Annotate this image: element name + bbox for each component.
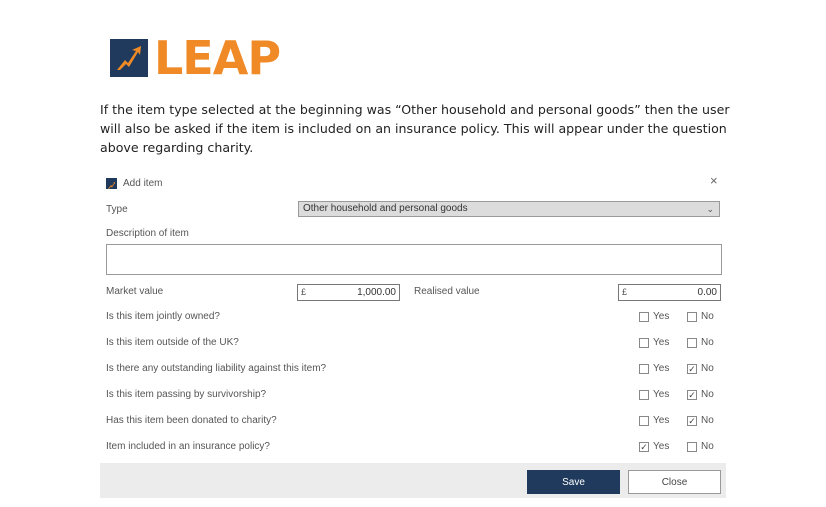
close-button[interactable]: Close <box>628 470 721 494</box>
yes-checkbox[interactable] <box>639 312 649 322</box>
no-checkbox[interactable] <box>687 338 697 348</box>
yes-label: Yes <box>653 363 670 374</box>
no-checkbox[interactable]: ✓ <box>688 415 696 426</box>
question-row <box>106 389 722 405</box>
question-text: Item included in an insurance policy? <box>106 441 270 452</box>
no-option[interactable] <box>687 363 714 374</box>
yes-checkbox[interactable] <box>639 390 649 400</box>
description-label: Description of item <box>106 228 189 239</box>
type-select-value: Other household and personal goods <box>303 203 468 214</box>
no-option[interactable] <box>687 441 714 452</box>
yes-option[interactable] <box>639 363 669 374</box>
realised-value-amount: 0.00 <box>697 287 717 298</box>
logo-wordmark: LEAP <box>154 31 281 85</box>
dialog-header <box>106 176 162 190</box>
market-value-amount: 1,000.00 <box>357 287 396 298</box>
no-option[interactable] <box>687 311 714 322</box>
no-checkbox[interactable] <box>687 442 697 452</box>
yes-label: Yes <box>653 415 670 426</box>
yes-option[interactable] <box>639 311 669 322</box>
no-option[interactable] <box>687 415 714 426</box>
description-input[interactable] <box>106 244 722 275</box>
intro-paragraph: If the item type selected at the beginning was “Other household and personal goods” then the user will also be asked if the item is included on an insurance policy. This will appear under the question above regarding charity. <box>100 102 730 155</box>
no-checkbox[interactable]: ✓ <box>688 363 696 374</box>
question-text: Has this item been donated to charity? <box>106 415 277 426</box>
no-option[interactable] <box>687 389 714 400</box>
question-text: Is this item jointly owned? <box>106 311 220 322</box>
yes-option[interactable] <box>639 441 669 452</box>
yes-option[interactable] <box>639 415 669 426</box>
market-value-currency: £ <box>301 287 307 297</box>
no-label: No <box>701 363 714 374</box>
yes-label: Yes <box>653 337 670 348</box>
yes-checkbox[interactable] <box>639 364 649 374</box>
leap-mark-icon <box>110 39 148 77</box>
realised-value-label: Realised value <box>414 286 480 297</box>
realised-value-input[interactable] <box>618 284 721 301</box>
yes-option[interactable] <box>639 337 669 348</box>
save-button[interactable]: Save <box>527 470 620 494</box>
dialog-title: Add item <box>123 177 163 189</box>
yes-checkbox[interactable] <box>639 338 649 348</box>
question-row <box>106 337 722 353</box>
question-text: Is there any outstanding liability against this item? <box>106 363 327 374</box>
no-label: No <box>701 415 714 426</box>
question-text: Is this item passing by survivorship? <box>106 389 267 400</box>
yes-label: Yes <box>653 441 670 452</box>
no-checkbox[interactable] <box>687 312 697 322</box>
yes-label: Yes <box>653 389 670 400</box>
yes-checkbox[interactable]: ✓ <box>640 441 648 452</box>
app-icon <box>106 178 117 189</box>
chevron-down-icon: ⌄ <box>706 204 714 214</box>
yes-checkbox[interactable] <box>639 416 649 426</box>
question-row <box>106 441 722 457</box>
no-option[interactable] <box>687 337 714 348</box>
realised-value-currency: £ <box>622 287 628 297</box>
type-label: Type <box>106 204 128 215</box>
add-item-dialog <box>100 170 726 498</box>
question-row <box>106 311 722 327</box>
market-value-label: Market value <box>106 286 164 297</box>
no-label: No <box>701 337 714 348</box>
market-value-input[interactable] <box>297 284 400 301</box>
no-checkbox[interactable]: ✓ <box>688 389 696 400</box>
yes-option[interactable] <box>639 389 669 400</box>
question-row <box>106 415 722 431</box>
yes-label: Yes <box>653 311 670 322</box>
type-select[interactable] <box>298 201 720 217</box>
no-label: No <box>701 389 714 400</box>
no-label: No <box>701 311 714 322</box>
question-row <box>106 363 722 379</box>
close-icon[interactable]: × <box>710 173 718 188</box>
no-label: No <box>701 441 714 452</box>
dialog-footer <box>100 463 726 498</box>
leap-logo <box>110 31 281 85</box>
question-text: Is this item outside of the UK? <box>106 337 239 348</box>
